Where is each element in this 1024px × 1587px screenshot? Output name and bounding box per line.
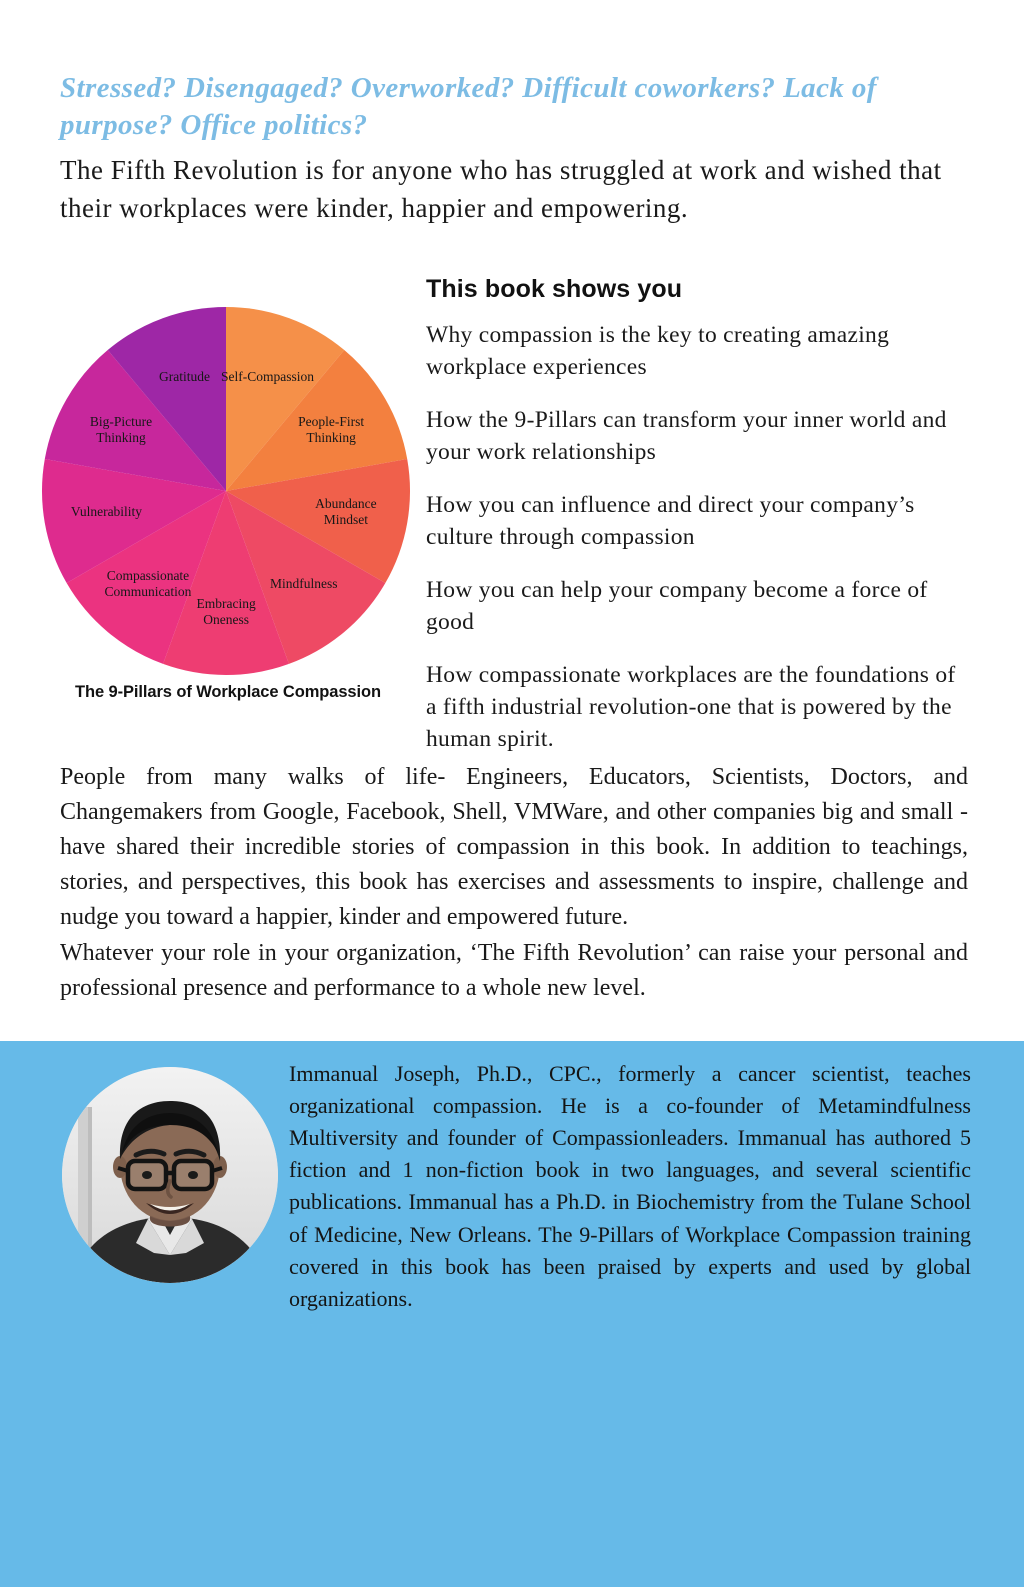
pie-slice-label-line: Abundance xyxy=(315,496,377,512)
shows-bullet: How compassionate workplaces are the foundations of a fifth industrial revolution-one that is powered by the human spirit. xyxy=(426,661,956,752)
shows-bullet: Why compassion is the key to creating amazing workplace experiences xyxy=(426,322,890,380)
pie-svg xyxy=(40,305,412,677)
body-paragraph: People from many walks of life- Engineers, Educators, Scientists, Doctors, and Changemakers from Google, Facebook, Shell, VMWare, and other companies big and small - have shared their incredible stories of compassion in this book. In addition to teachings, stories, and perspectives, this book has exercises and assessments to inspire, challenge and nudge you toward a happier, kinder and empowered future. xyxy=(60,764,968,931)
author-avatar xyxy=(62,1067,278,1283)
author-bio: Immanual Joseph, Ph.D., CPC., formerly a cancer scientist, teaches organizational compassion. He is a co-founder of Metamindfulness Multiversity and founder of Compassionleaders. Immanual has authored 5 fiction and 1 non-fiction book in two languages, and several scientific publications. Immanual has a Ph.D. in Biochemistry from the Tulane School of Medicine, New Orleans. The 9-Pillars of Workplace Compassion training covered in this book has been praised by experts and used by global organizations. xyxy=(289,1061,971,1311)
shows-bullet: How you can influence and direct your company’s culture through compassion xyxy=(426,491,915,550)
pie-slice-label-line: Embracing xyxy=(196,596,256,612)
pie-slice-label-line: Thinking xyxy=(306,430,356,446)
chart-caption: The 9-Pillars of Workplace Compassion xyxy=(75,683,381,701)
pie-slice-label-line: Thinking xyxy=(96,430,146,446)
shows-bullet: How the 9-Pillars can transform your inner world and your work relationships xyxy=(426,406,947,465)
shows-bullet: How you can help your company become a force of good xyxy=(426,576,928,635)
nine-pillars-chart xyxy=(38,305,418,705)
pie-slice-label-line: Self-Compassion xyxy=(221,368,315,384)
pie-slice-label-line: Compassionate xyxy=(106,568,190,584)
shows-heading: This book shows you xyxy=(426,275,683,303)
author-portrait-illustration xyxy=(62,1067,278,1283)
pie-slice-label-line: Mindfulness xyxy=(270,576,338,592)
intro-paragraph: The Fifth Revolution is for anyone who has struggled at work and wished that their workplaces were kinder, happier and empowering. xyxy=(60,155,942,223)
page-headline: Stressed? Disengaged? Overworked? Difficult coworkers? Lack of purpose? Office politics? xyxy=(60,72,877,141)
pie-slice-label-line: Mindset xyxy=(323,512,368,527)
pie-slice-label-line: Oneness xyxy=(203,612,249,628)
pie-slice-group xyxy=(42,307,410,675)
pie-slice-label-line: Vulnerability xyxy=(70,504,143,520)
pie-slice-label-line: Communication xyxy=(104,583,192,599)
pie-slice-label-line: People-First xyxy=(298,414,365,430)
this-book-shows-you-section xyxy=(426,275,964,755)
pie-chart-graphic xyxy=(40,305,412,677)
body-paragraph: Whatever your role in your organization, ‘The Fifth Revolution’ can raise your personal and professional presence and performance to a whole new level. xyxy=(60,940,968,1002)
pie-slice-label-line: Big-Picture xyxy=(89,414,153,430)
pie-slice-label-line: Gratitude xyxy=(158,368,210,384)
